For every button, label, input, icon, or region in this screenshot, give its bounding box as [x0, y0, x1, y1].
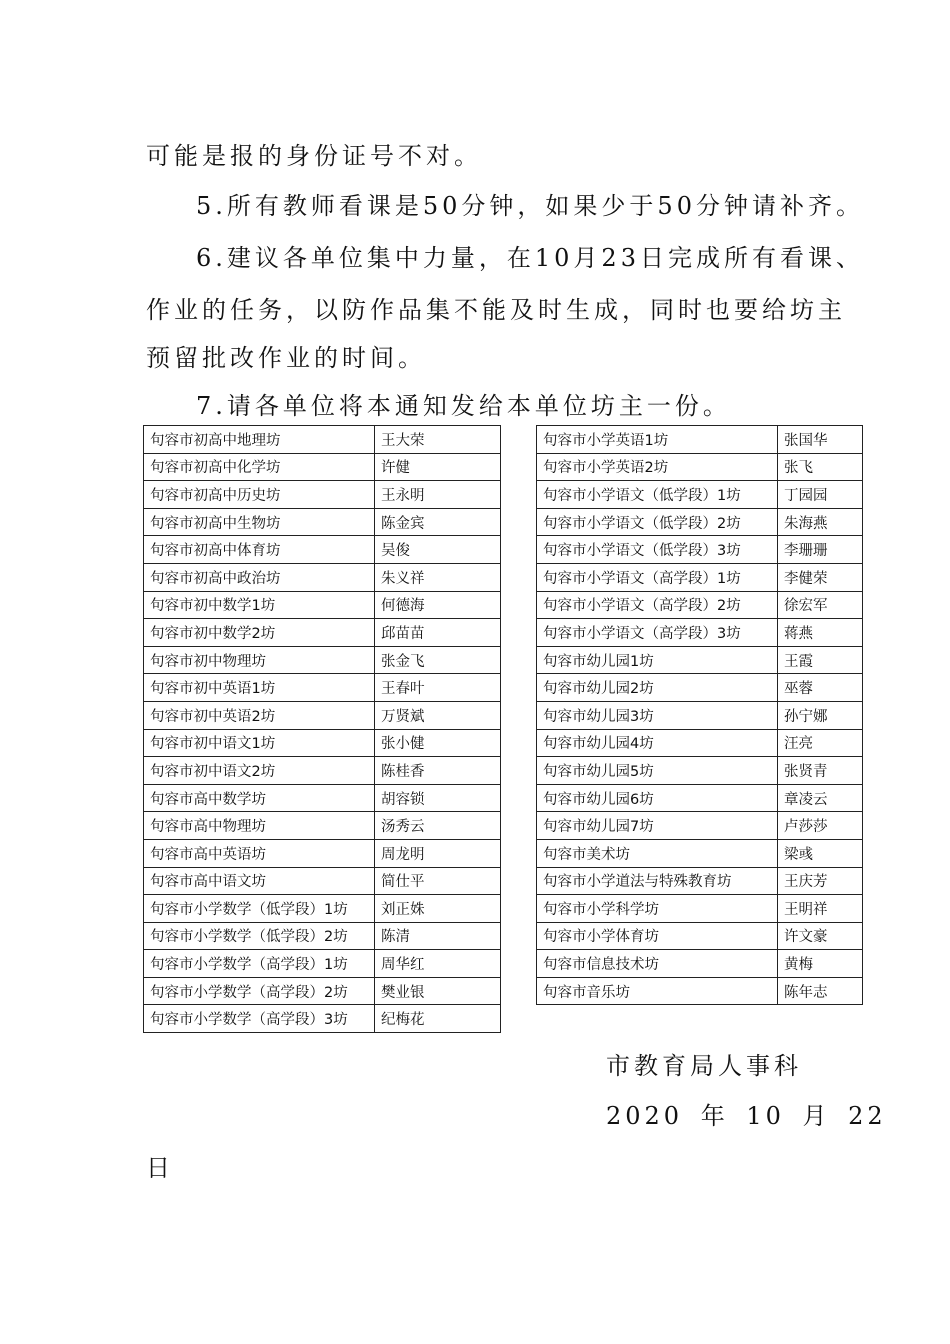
workshop-name-cell: 句容市美术坊	[537, 839, 778, 867]
workshop-host-cell: 王永明	[375, 481, 501, 509]
workshop-name-cell: 句容市幼儿园3坊	[537, 701, 778, 729]
table-row	[537, 784, 863, 812]
workshop-name-cell: 句容市小学英语1坊	[537, 426, 778, 454]
table-row	[537, 619, 863, 647]
workshop-host-cell: 汪亮	[778, 729, 863, 757]
workshop-host-cell: 简仕平	[375, 867, 501, 895]
table-row	[537, 674, 863, 702]
table-row	[144, 453, 501, 481]
signature-office: 市教育局人事科	[606, 1052, 802, 1080]
workshop-name-cell: 句容市幼儿园4坊	[537, 729, 778, 757]
workshop-host-cell: 周龙明	[375, 839, 501, 867]
workshop-host-cell: 章凌云	[778, 784, 863, 812]
workshop-host-cell: 王春叶	[375, 674, 501, 702]
table-row	[144, 426, 501, 454]
table-row	[144, 481, 501, 509]
table-row	[537, 701, 863, 729]
workshop-name-cell: 句容市初中物理坊	[144, 646, 375, 674]
workshop-host-cell: 蒋燕	[778, 619, 863, 647]
table-row	[537, 812, 863, 840]
table-row	[144, 674, 501, 702]
workshop-host-cell: 张国华	[778, 426, 863, 454]
workshop-name-cell: 句容市初高中化学坊	[144, 453, 375, 481]
workshop-host-cell: 张飞	[778, 453, 863, 481]
workshop-name-cell: 句容市小学数学（高学段）3坊	[144, 1005, 375, 1033]
table-row	[144, 867, 501, 895]
table-row	[144, 839, 501, 867]
workshop-name-cell: 句容市小学数学（低学段）2坊	[144, 922, 375, 950]
table-row	[144, 646, 501, 674]
table-row	[144, 812, 501, 840]
table-row	[537, 977, 863, 1005]
paragraph-line: 作业的任务，以防作品集不能及时生成，同时也要给坊主	[146, 296, 846, 324]
workshop-name-cell: 句容市小学英语2坊	[537, 453, 778, 481]
workshop-host-cell: 吴俊	[375, 536, 501, 564]
workshop-host-cell: 许文豪	[778, 922, 863, 950]
workshop-name-cell: 句容市初高中体育坊	[144, 536, 375, 564]
table-row	[537, 508, 863, 536]
workshop-host-cell: 许健	[375, 453, 501, 481]
workshop-name-cell: 句容市小学数学（低学段）1坊	[144, 895, 375, 923]
workshop-host-cell: 朱义祥	[375, 563, 501, 591]
table-row	[537, 453, 863, 481]
workshop-host-cell: 张金飞	[375, 646, 501, 674]
table-row	[144, 508, 501, 536]
table-row	[537, 481, 863, 509]
workshop-host-cell: 朱海燕	[778, 508, 863, 536]
workshop-name-cell: 句容市高中物理坊	[144, 812, 375, 840]
workshop-host-cell: 张贤青	[778, 757, 863, 785]
table-row	[537, 536, 863, 564]
table-row	[144, 784, 501, 812]
table-row	[144, 536, 501, 564]
workshop-name-cell: 句容市初中数学2坊	[144, 619, 375, 647]
table-row	[144, 729, 501, 757]
workshop-host-cell: 张小健	[375, 729, 501, 757]
table-row	[537, 757, 863, 785]
workshop-name-cell: 句容市初中语文2坊	[144, 757, 375, 785]
workshop-host-cell: 胡容锁	[375, 784, 501, 812]
workshop-name-cell: 句容市信息技术坊	[537, 950, 778, 978]
workshop-name-cell: 句容市小学数学（高学段）2坊	[144, 977, 375, 1005]
table-row	[144, 563, 501, 591]
signature-date-tail: 日	[146, 1154, 174, 1182]
workshop-host-cell: 黄梅	[778, 950, 863, 978]
table-row	[144, 619, 501, 647]
workshop-name-cell: 句容市小学语文（高学段）2坊	[537, 591, 778, 619]
workshop-name-cell: 句容市初中英语1坊	[144, 674, 375, 702]
workshop-host-cell: 王庆芳	[778, 867, 863, 895]
workshop-host-cell: 孙宁娜	[778, 701, 863, 729]
workshop-name-cell: 句容市音乐坊	[537, 977, 778, 1005]
table-row	[537, 426, 863, 454]
workshop-name-cell: 句容市小学科学坊	[537, 895, 778, 923]
table-row	[144, 591, 501, 619]
table-row	[537, 895, 863, 923]
workshop-name-cell: 句容市小学道法与特殊教育坊	[537, 867, 778, 895]
table-row	[144, 1005, 501, 1033]
signature-date: 2020 年 10 月 22	[606, 1102, 887, 1130]
workshop-host-cell: 王大荣	[375, 426, 501, 454]
table-row	[537, 729, 863, 757]
table-row	[537, 563, 863, 591]
workshop-name-cell: 句容市初高中生物坊	[144, 508, 375, 536]
workshop-name-cell: 句容市小学体育坊	[537, 922, 778, 950]
workshop-name-cell: 句容市初中英语2坊	[144, 701, 375, 729]
workshop-table-left	[143, 425, 501, 1033]
workshop-host-cell: 万贤斌	[375, 701, 501, 729]
table-row	[144, 895, 501, 923]
workshop-host-cell: 梁彧	[778, 839, 863, 867]
workshop-name-cell: 句容市初高中地理坊	[144, 426, 375, 454]
workshop-name-cell: 句容市初高中政治坊	[144, 563, 375, 591]
workshop-host-cell: 卢莎莎	[778, 812, 863, 840]
table-row	[537, 867, 863, 895]
workshop-host-cell: 何德海	[375, 591, 501, 619]
workshop-name-cell: 句容市幼儿园1坊	[537, 646, 778, 674]
workshop-name-cell: 句容市小学语文（低学段）3坊	[537, 536, 778, 564]
table-row	[144, 977, 501, 1005]
workshop-host-cell: 陈桂香	[375, 757, 501, 785]
workshop-name-cell: 句容市幼儿园7坊	[537, 812, 778, 840]
workshop-host-cell: 汤秀云	[375, 812, 501, 840]
workshop-host-cell: 徐宏军	[778, 591, 863, 619]
table-row	[144, 950, 501, 978]
table-row	[537, 922, 863, 950]
workshop-host-cell: 陈金宾	[375, 508, 501, 536]
table-row	[537, 591, 863, 619]
workshop-name-cell: 句容市幼儿园5坊	[537, 757, 778, 785]
workshop-host-cell: 王霞	[778, 646, 863, 674]
paragraph-item-6: 6.建议各单位集中力量，在10月23日完成所有看课、	[196, 244, 864, 272]
workshop-host-cell: 王明祥	[778, 895, 863, 923]
workshop-name-cell: 句容市高中数学坊	[144, 784, 375, 812]
workshop-host-cell: 李珊珊	[778, 536, 863, 564]
workshop-name-cell: 句容市初高中历史坊	[144, 481, 375, 509]
workshop-host-cell: 陈清	[375, 922, 501, 950]
workshop-name-cell: 句容市小学语文（高学段）3坊	[537, 619, 778, 647]
workshop-host-cell: 纪梅花	[375, 1005, 501, 1033]
workshop-host-cell: 刘正姝	[375, 895, 501, 923]
workshop-table-right	[536, 425, 863, 1005]
workshop-host-cell: 陈年志	[778, 977, 863, 1005]
workshop-name-cell: 句容市初中数学1坊	[144, 591, 375, 619]
paragraph-line: 预留批改作业的时间。	[146, 344, 426, 372]
paragraph-line: 可能是报的身份证号不对。	[146, 142, 482, 170]
table-row	[144, 701, 501, 729]
workshop-host-cell: 丁园园	[778, 481, 863, 509]
workshop-host-cell: 周华红	[375, 950, 501, 978]
table-row	[537, 950, 863, 978]
workshop-host-cell: 李健荣	[778, 563, 863, 591]
table-row	[537, 839, 863, 867]
workshop-host-cell: 巫蓉	[778, 674, 863, 702]
workshop-name-cell: 句容市幼儿园2坊	[537, 674, 778, 702]
workshop-name-cell: 句容市初中语文1坊	[144, 729, 375, 757]
workshop-name-cell: 句容市高中英语坊	[144, 839, 375, 867]
workshop-name-cell: 句容市小学语文（高学段）1坊	[537, 563, 778, 591]
workshop-name-cell: 句容市小学语文（低学段）2坊	[537, 508, 778, 536]
workshop-host-cell: 樊业银	[375, 977, 501, 1005]
workshop-name-cell: 句容市高中语文坊	[144, 867, 375, 895]
paragraph-item-5: 5.所有教师看课是50分钟，如果少于50分钟请补齐。	[196, 192, 864, 220]
table-row	[144, 922, 501, 950]
paragraph-item-7: 7.请各单位将本通知发给本单位坊主一份。	[196, 392, 731, 420]
table-row	[144, 757, 501, 785]
table-row	[537, 646, 863, 674]
workshop-name-cell: 句容市幼儿园6坊	[537, 784, 778, 812]
workshop-name-cell: 句容市小学数学（高学段）1坊	[144, 950, 375, 978]
workshop-host-cell: 邱苗苗	[375, 619, 501, 647]
workshop-name-cell: 句容市小学语文（低学段）1坊	[537, 481, 778, 509]
